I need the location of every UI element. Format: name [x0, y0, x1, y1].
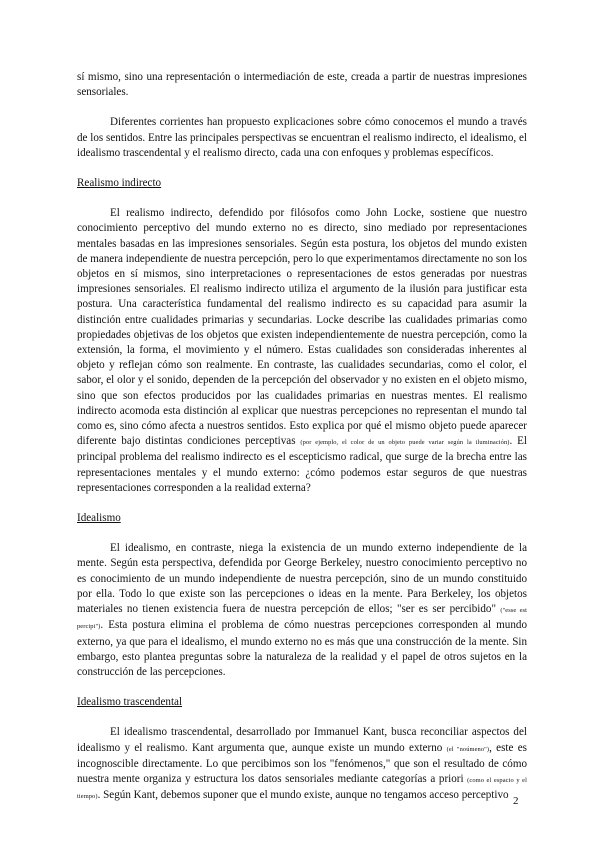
idealismo-text-2: . Esta postura elimina el problema de cómo nuestras percepciones corresponden al mundo externo, ya que para el idealismo, el mundo externo no es más que una construcción de la mente. Sin embargo, esto plantea preguntas sobre la naturaleza de la realidad y el papel de otros sujetos en la construcción de las percepciones. — [77, 619, 527, 678]
document-body — [77, 70, 527, 804]
realismo-indirecto-text-1: El realismo indirecto, defendido por filósofos como John Locke, sostiene que nuestro conocimiento perceptivo del mundo externo no es directo, sino mediado por representaciones mentales basadas en las impresiones sensoriales. Según esta postura, los objetos del mundo existen de manera independiente de nuestra percepción, pero lo que experimentamos directamente no son los objetos en sí mismos, sino interpretaciones o representaciones de estos generadas por nuestras impresiones sensoriales. El realismo indirecto utiliza el argumento de la ilusión para justificar esta postura. Una característica fundamental del realismo indirecto es su capacidad para asumir la distinción entre cualidades primarias y secundarias. Locke describe las cualidades primarias como propiedades objetivas de los objetos que existen independientemente de nuestra percepción, como la extensión, la forma, el movimiento y el número. Estas cualidades son consideradas inherentes al objeto y reflejan cómo son realmente. En contraste, las cualidades secundarias, como el color, el sabor, el olor y el sonido, dependen de la percepción del observador y no existen en el objeto mismo, sino que son efectos producidos por las cualidades primarias en nuestras mentes. El realismo indirecto acomoda esta distinción al explicar que nuestras percepciones no representan el mundo tal como es, sino cómo afecta a nuestros sentidos. Esto explica por qué el mismo objeto puede aparecer diferente bajo distintas condiciones perceptivas — [77, 207, 527, 448]
heading-realismo-indirecto: Realismo indirecto — [77, 177, 162, 190]
intro-overview-paragraph: Diferentes corrientes han propuesto explicaciones sobre cómo conocemos el mundo a través de los sentidos. Entre las principales perspectivas se encuentran el realismo indirecto, el idealismo, el idealismo trascendental y el realismo directo, cada una con enfoques y problemas específicos. — [77, 116, 527, 159]
realismo-indirecto-paragraph — [77, 206, 527, 496]
idealismo-paragraph — [77, 541, 527, 680]
heading-idealismo-trascendental: Idealismo trascendental — [77, 696, 183, 709]
intro-continuation-paragraph: sí mismo, sino una representación o intermediación de este, creada a partir de nuestras impresiones sensoriales. — [77, 71, 527, 99]
page-number: 2 — [513, 795, 519, 807]
idealismo-trascendental-text-2: , este es incognoscible directamente. Lo que percibimos son los "fenómenos," que son el resultado de cómo nuestra mente organiza y estructura los datos sensoriales mediante categorías a priori — [77, 741, 527, 785]
idealismo-trascendental-paragraph — [77, 725, 527, 804]
idealismo-trascendental-note-2: (como el espacio y el tiempo) — [77, 776, 527, 801]
idealismo-trascendental-note-1: (el "noúmeno") — [446, 745, 490, 753]
heading-idealismo: Idealismo — [77, 512, 121, 525]
idealismo-trascendental-text-3: . Según Kant, debemos suponer que el mundo existe, aunque no tengamos acceso perceptivo — [97, 789, 509, 802]
realismo-indirecto-text-2: . El principal problema del realismo indirecto es el escepticismo radical, que surge de la brecha entre las representaciones mentales y el mundo externo: ¿cómo podemos estar seguros de que nuestras representaciones corresponden a la realidad externa? — [77, 435, 527, 494]
idealismo-trascendental-text-1: El idealismo trascendental, desarrollado por Immanuel Kant, busca reconciliar aspectos del idealismo y el realismo. Kant argumenta que, aunque existe un mundo externo — [77, 726, 527, 754]
realismo-indirecto-note: (por ejemplo, el color de un objeto puede variar según la iluminación) — [300, 439, 510, 447]
idealismo-note: ("esse est percipi") — [77, 607, 527, 631]
idealismo-text-1: El idealismo, en contraste, niega la existencia de un mundo externo independiente de la mente. Según esta perspectiva, defendida por George Berkeley, nuestro conocimiento perceptivo no es conocimiento de un mundo independiente de nuestra percepción, sino de un mundo constituido por ella. Todo lo que existe son las percepciones o ideas en la mente. Para Berkeley, los objetos materiales no tienen existencia fuera de nuestra percepción de ellos; "ser es ser percibido" — [77, 542, 527, 616]
